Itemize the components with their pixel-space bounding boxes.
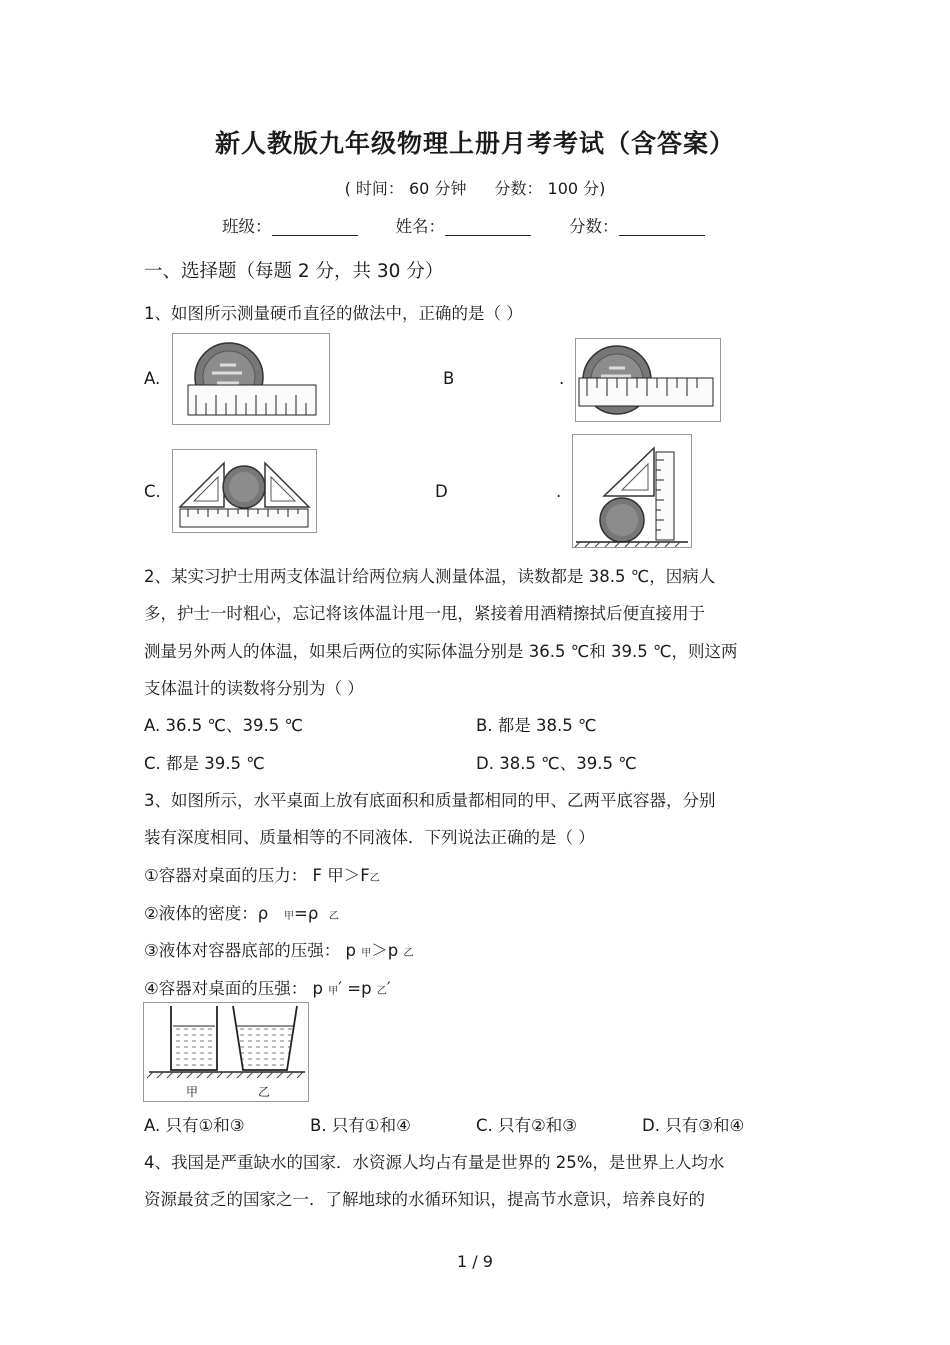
q1-option-d: D bbox=[435, 482, 448, 501]
q1-option-b-dot: . bbox=[559, 369, 565, 388]
containers-figure bbox=[143, 1002, 309, 1102]
q3-option-d: D. 只有③和④ bbox=[642, 1116, 745, 1135]
score-label: 分数： bbox=[569, 217, 619, 236]
coin-figure-a bbox=[172, 333, 330, 425]
q3-option-a: A. 只有①和③ bbox=[144, 1116, 245, 1135]
q1-option-b: B bbox=[443, 369, 455, 388]
q3-s1-text: ①容器对桌面的压力： F 甲＞F bbox=[144, 866, 370, 885]
page-number: 1 / 9 bbox=[457, 1252, 493, 1271]
q3-option-c: C. 只有②和③ bbox=[476, 1116, 578, 1135]
exam-info bbox=[0, 176, 950, 199]
q3-s2-mid: =ρ bbox=[294, 904, 319, 923]
q2-line-1: 2、某实习护士用两支体温计给两位病人测量体温，读数都是 38.5 ℃，因病人 bbox=[144, 567, 716, 586]
q3-s4-sub2: 乙 bbox=[376, 986, 387, 997]
q3-line-2: 装有深度相同、质量相等的不同液体．下列说法正确的是（ ） bbox=[144, 828, 595, 847]
score-blank[interactable] bbox=[619, 217, 705, 236]
section-heading: 一、选择题（每题 2 分，共 30 分） bbox=[144, 261, 444, 282]
q3-statement-2 bbox=[144, 900, 339, 924]
q4-line-2: 资源最贫乏的国家之一．了解地球的水循环知识，提高节水意识，培养良好的 bbox=[144, 1190, 705, 1209]
q3-statement-1 bbox=[144, 862, 380, 886]
class-label: 班级： bbox=[222, 217, 272, 236]
name-label: 姓名： bbox=[395, 217, 445, 236]
q3-statement-3 bbox=[144, 937, 414, 961]
coin-figure-c bbox=[172, 449, 317, 533]
q3-s4-end: ′ bbox=[386, 979, 391, 998]
q3-s4-text: ④容器对桌面的压强： p bbox=[144, 979, 324, 998]
q3-s3-sub1: 甲 bbox=[361, 948, 372, 959]
coin-figure-b bbox=[575, 338, 721, 422]
q3-statement-4 bbox=[144, 975, 391, 999]
q3-s3-mid: ＞p bbox=[371, 941, 399, 960]
name-blank[interactable] bbox=[445, 217, 531, 236]
q3-line-1: 3、如图所示，水平桌面上放有底面积和质量都相同的甲、乙两平底容器，分别 bbox=[144, 791, 716, 810]
q3-s2-text: ②液体的密度：ρ bbox=[144, 904, 269, 923]
page-title: 新人教版九年级物理上册月考考试（含答案） bbox=[214, 129, 735, 158]
q3-s2-sub2: 乙 bbox=[328, 911, 339, 922]
container-label-left: 甲 bbox=[186, 1085, 199, 1099]
class-blank[interactable] bbox=[272, 217, 358, 236]
score-info: 分数： 100 分) bbox=[494, 179, 606, 198]
q3-s3-text: ③液体对容器底部的压强： p bbox=[144, 941, 357, 960]
q2-line-2: 多，护士一时粗心，忘记将该体温计甩一甩，紧接着用酒精擦拭后便直接用于 bbox=[144, 604, 705, 623]
q2-option-b: B. 都是 38.5 ℃ bbox=[476, 716, 597, 735]
q2-line-3: 测量另外两人的体温，如果后两位的实际体温分别是 36.5 ℃和 39.5 ℃，则这两 bbox=[144, 642, 738, 661]
student-fields bbox=[222, 213, 705, 237]
q1-option-a: A. bbox=[144, 369, 161, 388]
coin-figure-d bbox=[572, 434, 692, 548]
q1-stem: 1、如图所示测量硬币直径的做法中，正确的是（ ） bbox=[144, 304, 523, 323]
q2-option-a: A. 36.5 ℃、39.5 ℃ bbox=[144, 716, 304, 735]
q4-line-1: 4、我国是严重缺水的国家．水资源人均占有量是世界的 25%，是世界上人均水 bbox=[144, 1153, 725, 1172]
q2-line-4: 支体温计的读数将分别为（ ） bbox=[144, 679, 364, 698]
q3-s3-sub2: 乙 bbox=[403, 948, 414, 959]
q1-option-d-dot: . bbox=[556, 482, 562, 501]
q3-option-b: B. 只有①和④ bbox=[310, 1116, 411, 1135]
q1-option-c: C. bbox=[144, 482, 161, 501]
container-label-right: 乙 bbox=[258, 1085, 271, 1099]
q3-s1-sub: 乙 bbox=[369, 873, 380, 884]
q2-option-d: D. 38.5 ℃、39.5 ℃ bbox=[476, 754, 637, 773]
time-info: ( 时间： 60 分钟 bbox=[344, 179, 467, 198]
q2-option-c: C. 都是 39.5 ℃ bbox=[144, 754, 265, 773]
q3-s2-sub1: 甲 bbox=[284, 911, 295, 922]
q3-s4-sub1: 甲 bbox=[328, 986, 339, 997]
q3-s4-mid: ′ =p bbox=[338, 979, 372, 998]
